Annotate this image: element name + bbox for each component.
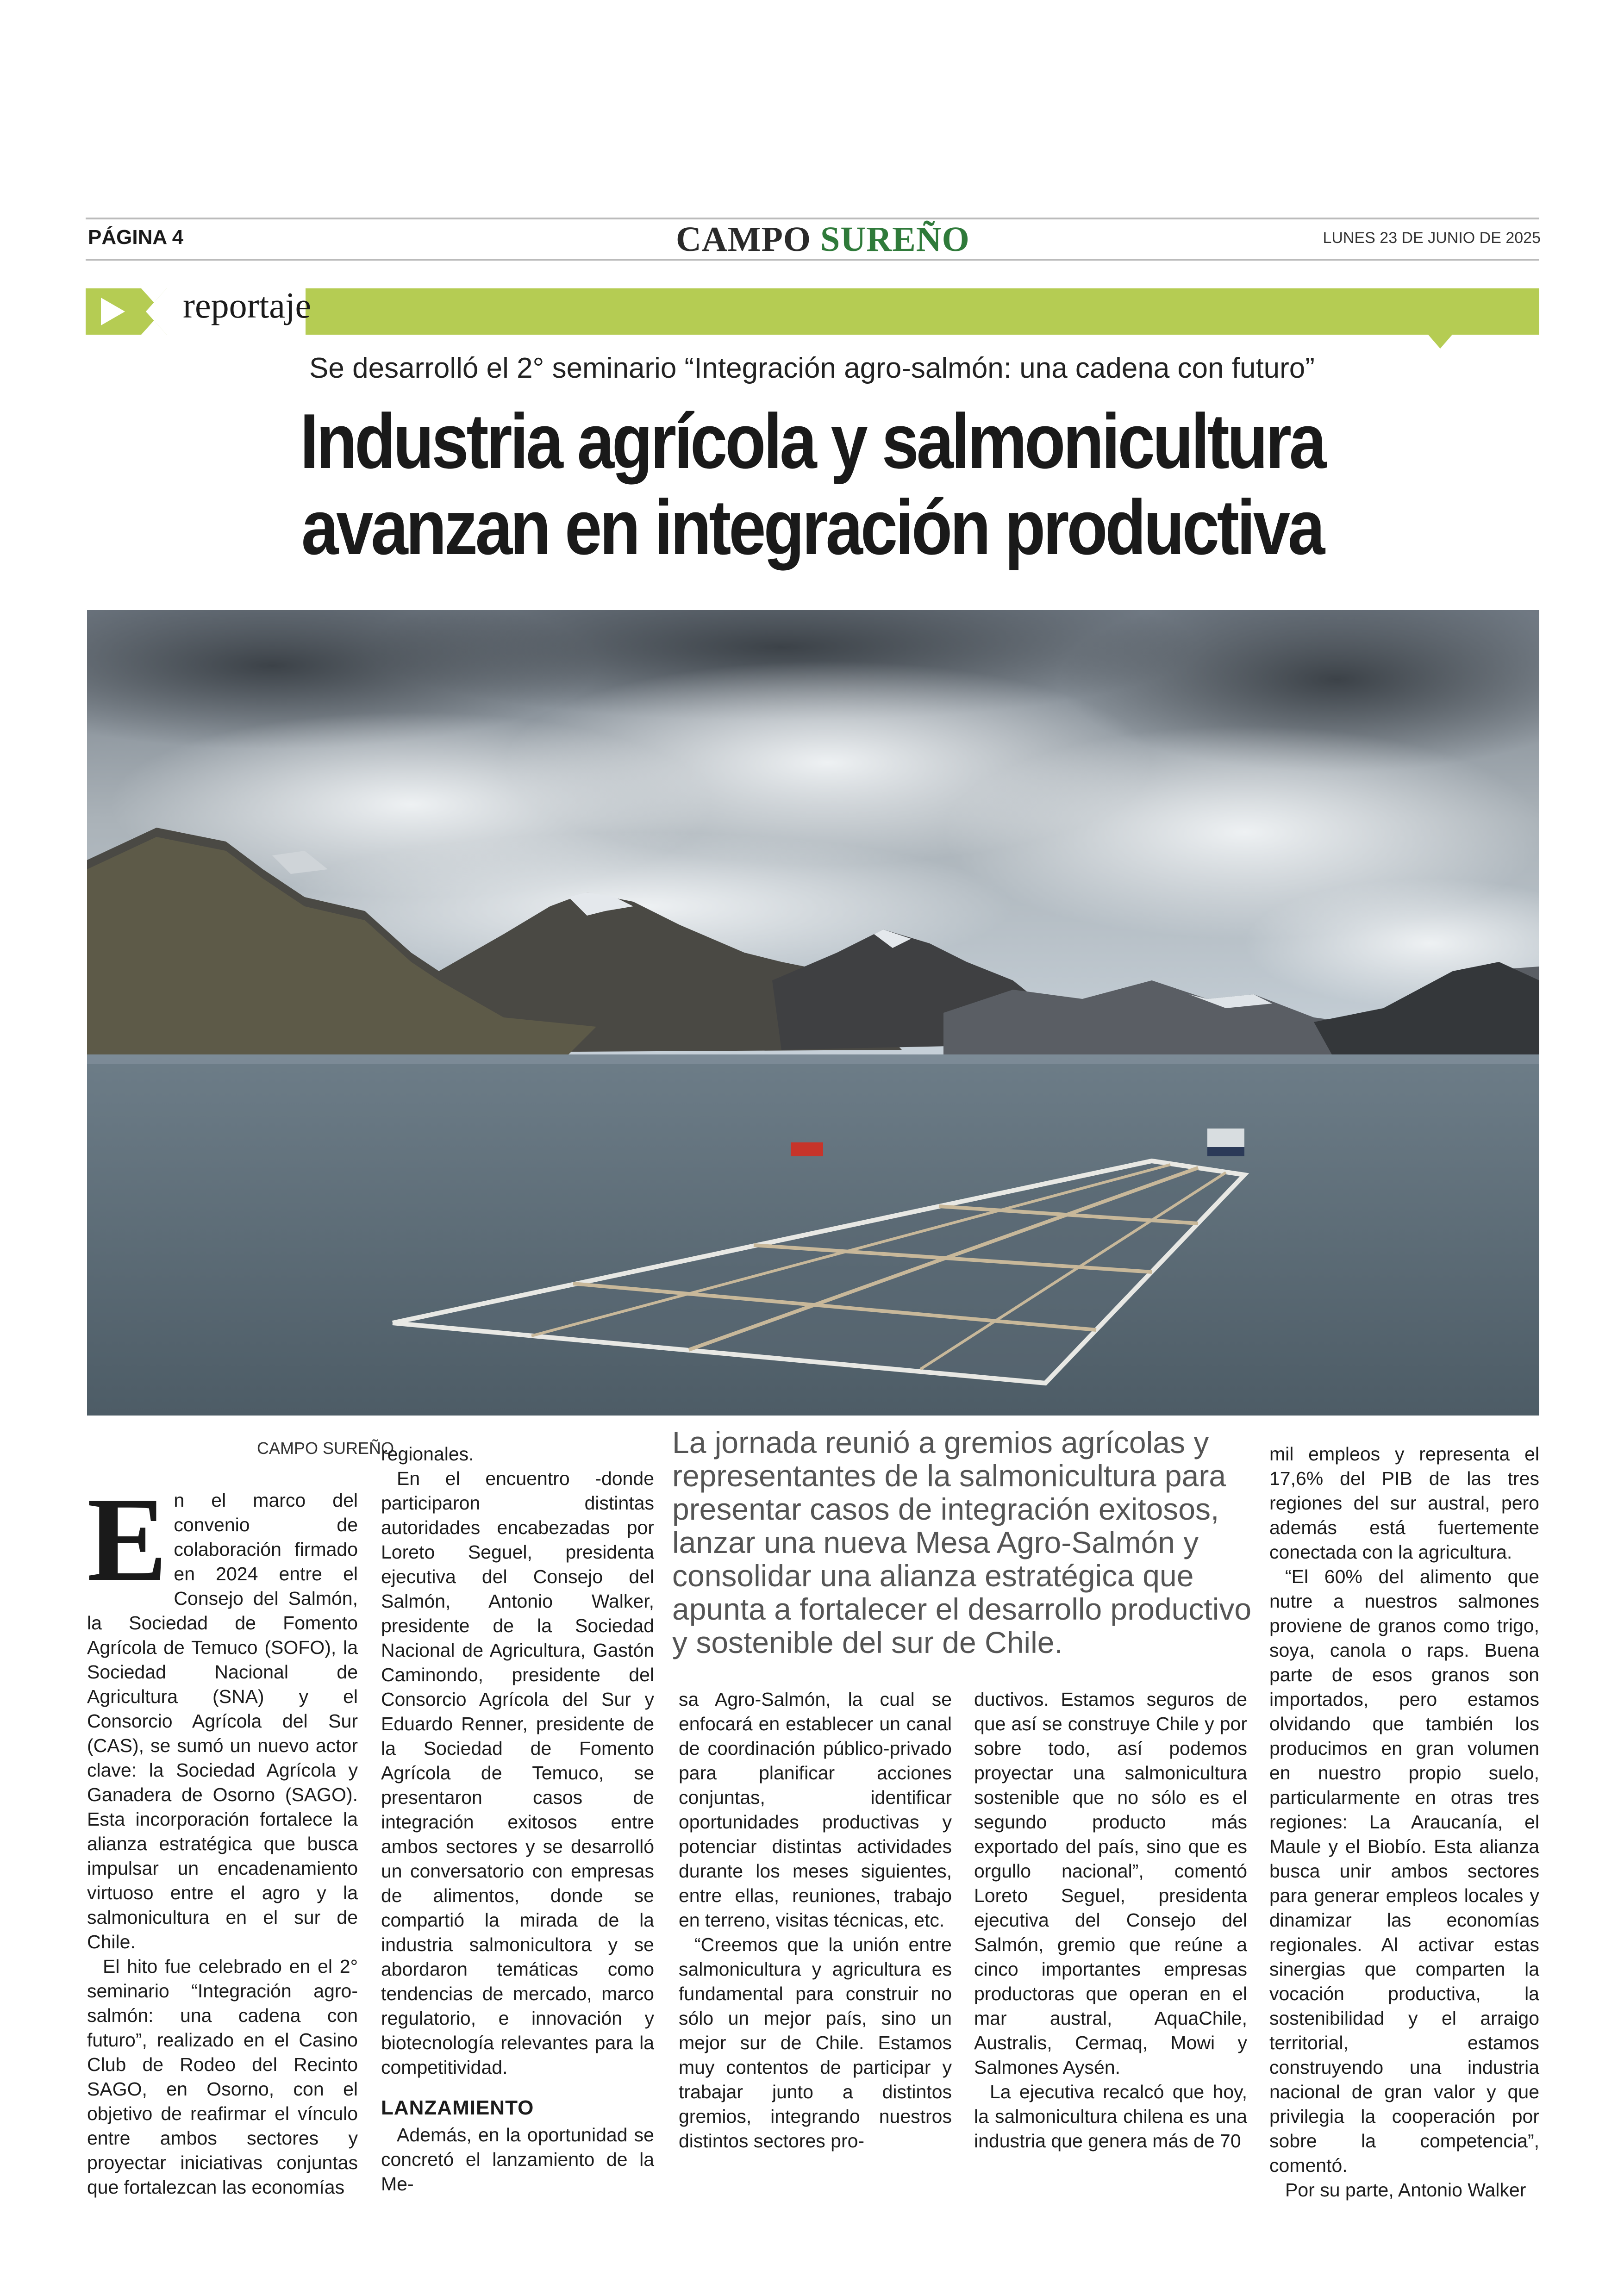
brand-word-sureno: SUREÑO — [820, 220, 970, 259]
paragraph: regionales. — [381, 1443, 474, 1465]
section-chevron-icon — [139, 288, 167, 335]
text-column-3 — [679, 1687, 952, 2153]
subheading: LANZAMIENTO — [381, 2096, 534, 2119]
paragraph: “El 60% del alimento que nutre a nuestros salmones proviene de granos como trigo, soya, canola o raps. Buena parte de esos granos son importados, pero estamos olvidando que también los producimos en gran volumen en nuestro propio suelo, particularmente en otras tres regiones: La Araucanía, el Maule y el Biobío. Esta alianza busca unir ambos sectores para generar empleos locales y dinamizar las economías regionales. Al activar estas sinergias que comparten la vocación productiva, la sostenibilidad y el arraigo territorial, estamos construyendo una industria nacional de gran valor y que privilegia la cooperación por sobre la competencia”, comentó. — [1269, 1566, 1539, 2176]
article-byline: CAMPO SUREÑO — [257, 1439, 394, 1458]
red-boat — [791, 1142, 823, 1156]
paragraph: En el encuentro -donde participaron distintas autoridades encabezadas por Loreto Seguel, presidenta ejecutiva del Consejo del Salmón, Antonio Walker, presidente de la Sociedad Nacional de Agricultura, Gastón Caminondo, presidente del Consorcio Agrícola del Sur y Eduardo Renner, presidente de la Sociedad de Fomento Agrícola de Temuco, se presentaron casos de integración exitosos entre ambos sectores y se desarrolló un conversatorio con empresas de alimentos, donde se compartió la mirada de la industria salmonicultora y se abordaron temáticas como tendencias de mercado, marco regulatorio, e innovación y biotecnología relevantes para la competitividad. — [381, 1468, 654, 2078]
paragraph: sa Agro-Salmón, la cual se enfocará en establecer un canal de coordinación público-privado para planificar acciones conjuntas, identificar oportunidades productivas y potenciar distintas actividades durante los meses siguientes, entre ellas, reuniones, trabajo en terreno, visitas técnicas, etc. — [679, 1689, 952, 1931]
section-band-pointer — [1428, 335, 1452, 349]
pull-quote: La jornada reunió a gremios agrícolas y representantes de la salmonicultura para presentar casos de integración exitosos, lanzar una nueva Mesa Agro-Salmón y consolidar una alianza estratégica que apunta a fortalecer el desarrollo productivo y sostenible del sur de Chile. — [672, 1425, 1252, 1659]
paragraph-text: n el marco del convenio de colaboración firmado en 2024 entre el Consejo del Salmón, la Sociedad de Fomento Agrícola de Temuco (SOFO), la Sociedad Nacional de Agricultura (SNA) y el Consorcio Agrícola del Sur (CAS), se sumó un nuevo actor clave: la Sociedad Agrícola y Ganadera de Osorno (SAGO). Esta incorporación fortalece la alianza estratégica que busca impulsar un encadenamiento virtuoso entre el agro y la salmonicultura en el sur de Chile. — [87, 1490, 358, 1952]
section-label: reportaje — [183, 285, 312, 325]
headline-line-2: avanzan en integración productiva — [301, 484, 1323, 571]
text-column-1 — [87, 1473, 358, 2200]
section-band — [306, 288, 1539, 335]
brand-word-campo: CAMPO — [676, 220, 821, 259]
paragraph: mil empleos y representa el 17,6% del PIB de las tres regiones del sur austral, pero además está fuertemente conectada con la agricultura. — [1269, 1443, 1539, 1563]
text-column-2 — [381, 1442, 654, 2196]
article-headline — [114, 398, 1511, 570]
newspaper-brand — [676, 219, 970, 260]
page-number: PÁGINA 4 — [88, 226, 184, 249]
paragraph: Por su parte, Antonio Walker — [1285, 2179, 1526, 2201]
play-arrow-icon — [101, 298, 125, 325]
paragraph: La ejecutiva recalcó que hoy, la salmonicultura chilena es una industria que genera más de 70 — [974, 2081, 1247, 2152]
text-column-5 — [1269, 1442, 1539, 2202]
paragraph: El hito fue celebrado en el 2° seminario “Integración agro-salmón: una cadena con futuro”, realizado en el Casino Club de Rodeo del Recinto SAGO, en Osorno, con el objetivo de reafirmar el vínculo entre ambos sectores y proyectar iniciativas conjuntas que fortalezcan las economías — [87, 1956, 358, 2198]
text-column-4 — [974, 1687, 1247, 2153]
issue-date: LUNES 23 DE JUNIO DE 2025 — [1323, 229, 1541, 247]
article-kicker: Se desarrolló el 2° seminario “Integración agro-salmón: una cadena con futuro” — [309, 352, 1315, 384]
paragraph — [87, 1473, 358, 1954]
paragraph: “Creemos que la unión entre salmonicultura y agricultura es fundamental para construir no sólo un mejor país, sino un mejor sur de Chile. Estamos muy contentos de participar y trabajar junto a distintos gremios, integrando nuestros distintos sectores pro- — [679, 1934, 952, 2152]
masthead-bottom-rule — [86, 259, 1539, 261]
paragraph: Además, en la oportunidad se concretó el lanzamiento de la Me- — [381, 2124, 654, 2195]
headline-line-1: Industria agrícola y salmonicultura — [300, 398, 1324, 485]
salmon-farm-photo — [87, 610, 1539, 1416]
drop-cap: E — [87, 1473, 168, 1606]
landscape-illustration — [87, 610, 1539, 1416]
paragraph: ductivos. Estamos seguros de que así se construye Chile y por sobre todo, así podemos proyectar una salmonicultura sostenible que no sólo es el segundo producto más exportado del país, sino que es orgullo nacional”, comentó Loreto Seguel, presidenta ejecutiva del Consejo del Salmón, gremio que reúne a cinco importantes empresas productoras que operan en el mar austral, AquaChile, Australis, Cermaq, Mowi y Salmones Aysén. — [974, 1689, 1247, 2078]
